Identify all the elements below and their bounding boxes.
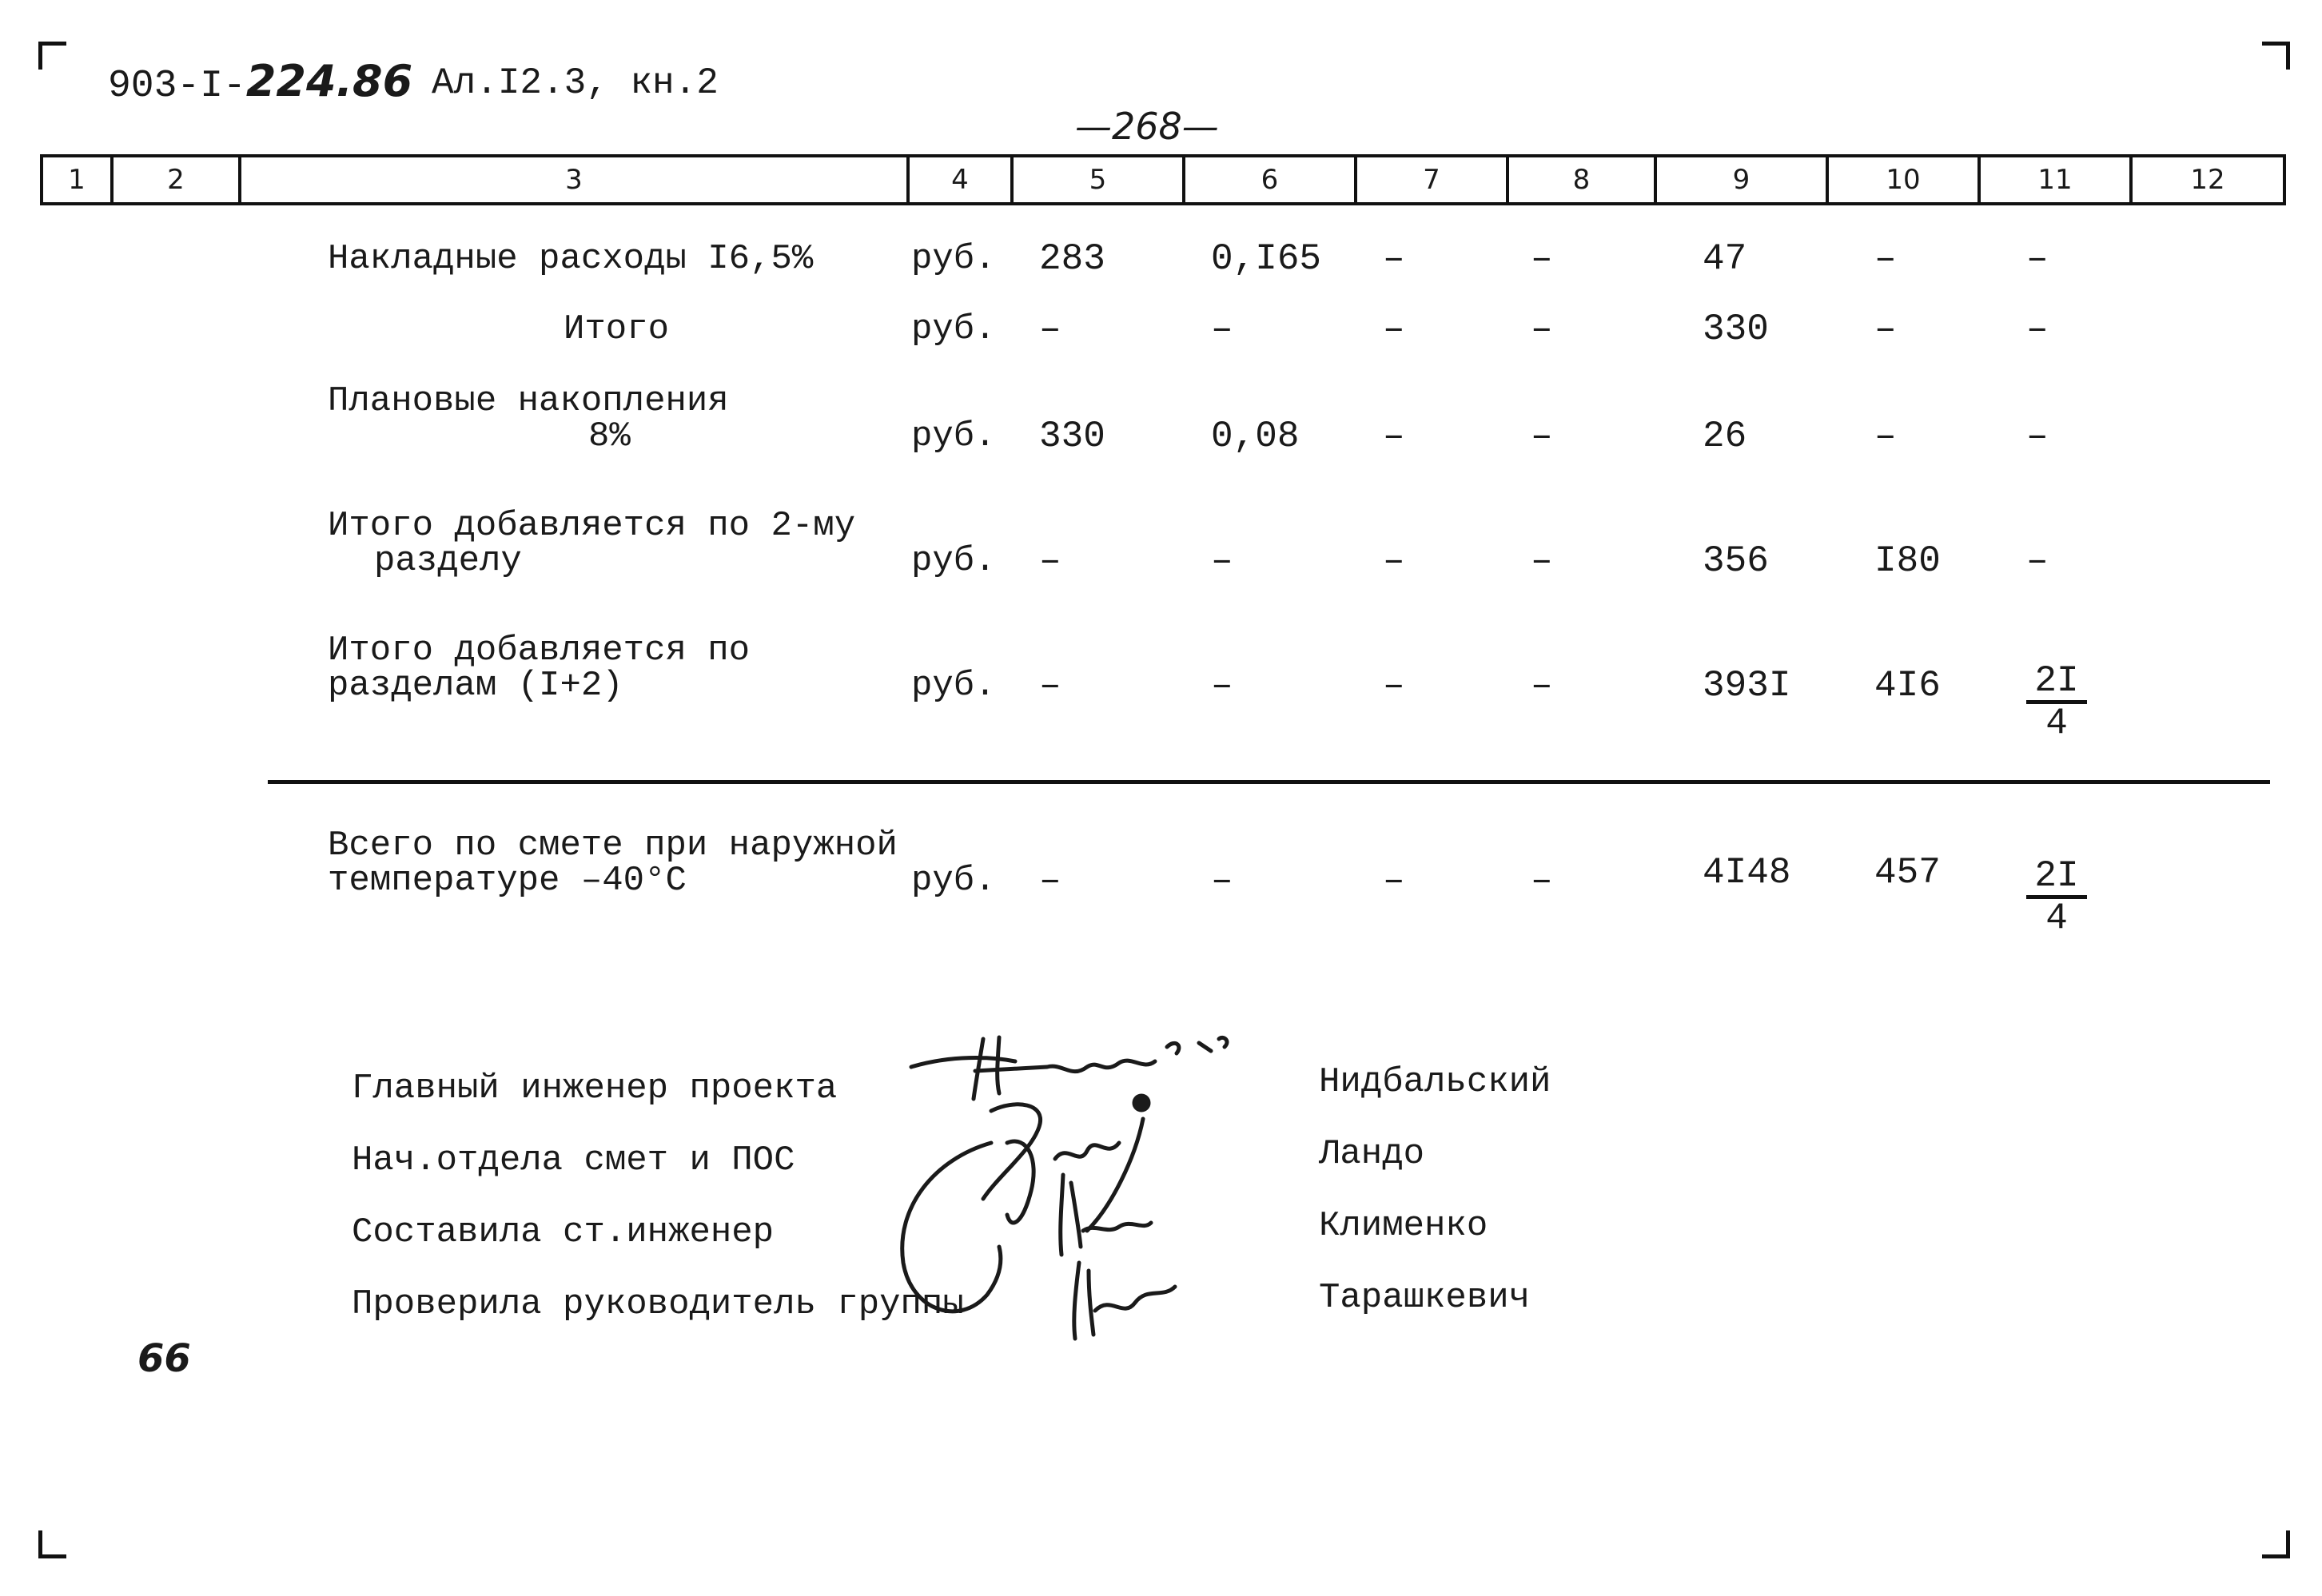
document-code-handwritten: 224.86 — [245, 56, 413, 106]
total-col6: – — [1211, 860, 1233, 901]
row-col11: – — [2026, 308, 2049, 350]
document-code-prefix: 903-I- — [108, 65, 246, 108]
total-col9: 4I48 — [1703, 852, 1791, 894]
column-header-12: 12 — [2129, 157, 2283, 202]
fraction-denominator: 4 — [2045, 898, 2068, 939]
row-col9: 393I — [1703, 665, 1791, 706]
signature-loop — [902, 1143, 1001, 1311]
row-name-cont: разделам (I+2) — [328, 666, 623, 706]
row-col11: – — [2026, 416, 2049, 457]
total-unit: руб. — [911, 861, 996, 901]
total-name-cont: температуре –40°С — [328, 861, 687, 901]
row-col7: – — [1383, 665, 1405, 706]
total-col7: – — [1383, 860, 1405, 901]
signature-dot — [1134, 1096, 1149, 1110]
album-reference: Ал.I2.3, кн.2 — [432, 62, 719, 104]
row-name: Итого добавляется по 2-му — [328, 506, 856, 546]
column-header-9: 9 — [1654, 157, 1826, 202]
signature-name: Тарашкевич — [1319, 1278, 1531, 1318]
fraction-numerator: 2I — [2026, 662, 2087, 704]
total-name: Всего по смете при наружной — [328, 826, 898, 866]
row-col11: – — [2026, 540, 2049, 582]
row-col8: – — [1531, 308, 1553, 350]
row-col9: 330 — [1703, 308, 1769, 350]
column-header-7: 7 — [1354, 157, 1506, 202]
row-col11: – — [2026, 238, 2049, 280]
total-separator-line — [268, 780, 2270, 784]
total-col8: – — [1531, 860, 1553, 901]
row-col5: – — [1039, 665, 1061, 706]
row-col10: I80 — [1874, 540, 1941, 582]
corner-mark-top-left — [38, 42, 66, 70]
column-header-6: 6 — [1182, 157, 1354, 202]
signature-stroke-1 — [911, 1037, 1227, 1099]
row-name-cont: 8% — [588, 416, 631, 456]
signature-name: Ландо — [1319, 1134, 1425, 1174]
row-name: Итого добавляется по — [328, 631, 751, 671]
total-col10: 457 — [1874, 852, 1941, 894]
row-col5: – — [1039, 308, 1061, 350]
signature-role: Нач.отдела смет и ПОС — [352, 1140, 795, 1180]
row-col9: 356 — [1703, 540, 1769, 582]
document-code — [108, 58, 412, 110]
column-header-4: 4 — [906, 157, 1010, 202]
signature-stroke-2 — [983, 1104, 1143, 1231]
column-header-3: 3 — [238, 157, 906, 202]
row-col8: – — [1531, 665, 1553, 706]
row-col10: 4I6 — [1874, 665, 1941, 706]
total-col5: – — [1039, 860, 1061, 901]
row-col10: – — [1874, 308, 1897, 350]
row-col7: – — [1383, 238, 1405, 280]
fraction-numerator: 2I — [2026, 857, 2087, 899]
row-col7: – — [1383, 308, 1405, 350]
row-col8: – — [1531, 540, 1553, 582]
corner-mark-top-right — [2262, 42, 2290, 70]
footer-mark: 66 — [137, 1336, 191, 1381]
column-header-8: 8 — [1506, 157, 1654, 202]
column-header-1: 1 — [68, 164, 86, 196]
row-col5: 330 — [1039, 416, 1105, 457]
row-col10: – — [1874, 416, 1897, 457]
fraction-denominator: 4 — [2045, 702, 2068, 744]
row-col7: – — [1383, 416, 1405, 457]
row-name: Накладные расходы I6,5% — [328, 239, 814, 279]
corner-mark-bottom-right — [2262, 1530, 2290, 1558]
column-header-5: 5 — [1010, 157, 1182, 202]
column-header-11: 11 — [1977, 157, 2129, 202]
row-col6: – — [1211, 308, 1233, 350]
row-name-cont: разделу — [374, 541, 522, 581]
signature-stroke-4 — [1074, 1263, 1175, 1339]
row-col11-fraction — [2026, 662, 2087, 742]
row-name: Плановые накопления — [328, 381, 729, 421]
row-name: Итого — [564, 309, 670, 349]
corner-mark-bottom-left — [38, 1530, 66, 1558]
signature-role: Главный инженер проекта — [352, 1069, 838, 1108]
row-unit: руб. — [911, 239, 996, 279]
row-col5: 283 — [1039, 238, 1105, 280]
row-col8: – — [1531, 416, 1553, 457]
signature-stroke-3 — [1061, 1175, 1151, 1255]
handwritten-signatures — [879, 1023, 1295, 1359]
column-header-2: 2 — [110, 157, 238, 202]
total-col11-fraction — [2026, 857, 2087, 937]
row-col6: 0,08 — [1211, 416, 1300, 457]
column-header-row — [40, 154, 2286, 205]
row-unit: руб. — [911, 541, 996, 581]
row-unit: руб. — [911, 309, 996, 349]
row-col8: – — [1531, 238, 1553, 280]
page-number: —268— — [1075, 105, 1219, 148]
signature-name: Клименко — [1319, 1206, 1488, 1246]
row-col6: 0,I65 — [1211, 238, 1322, 280]
row-unit: руб. — [911, 666, 996, 706]
row-unit: руб. — [911, 416, 996, 456]
signature-role: Составила ст.инженер — [352, 1212, 775, 1252]
row-col9: 47 — [1703, 238, 1747, 280]
row-col5: – — [1039, 540, 1061, 582]
column-header-10: 10 — [1826, 157, 1977, 202]
row-col10: – — [1874, 238, 1897, 280]
row-col9: 26 — [1703, 416, 1747, 457]
row-col6: – — [1211, 665, 1233, 706]
row-col7: – — [1383, 540, 1405, 582]
signature-role: Проверила руководитель группы — [352, 1284, 964, 1324]
row-col6: – — [1211, 540, 1233, 582]
signature-name: Нидбальский — [1319, 1062, 1551, 1102]
